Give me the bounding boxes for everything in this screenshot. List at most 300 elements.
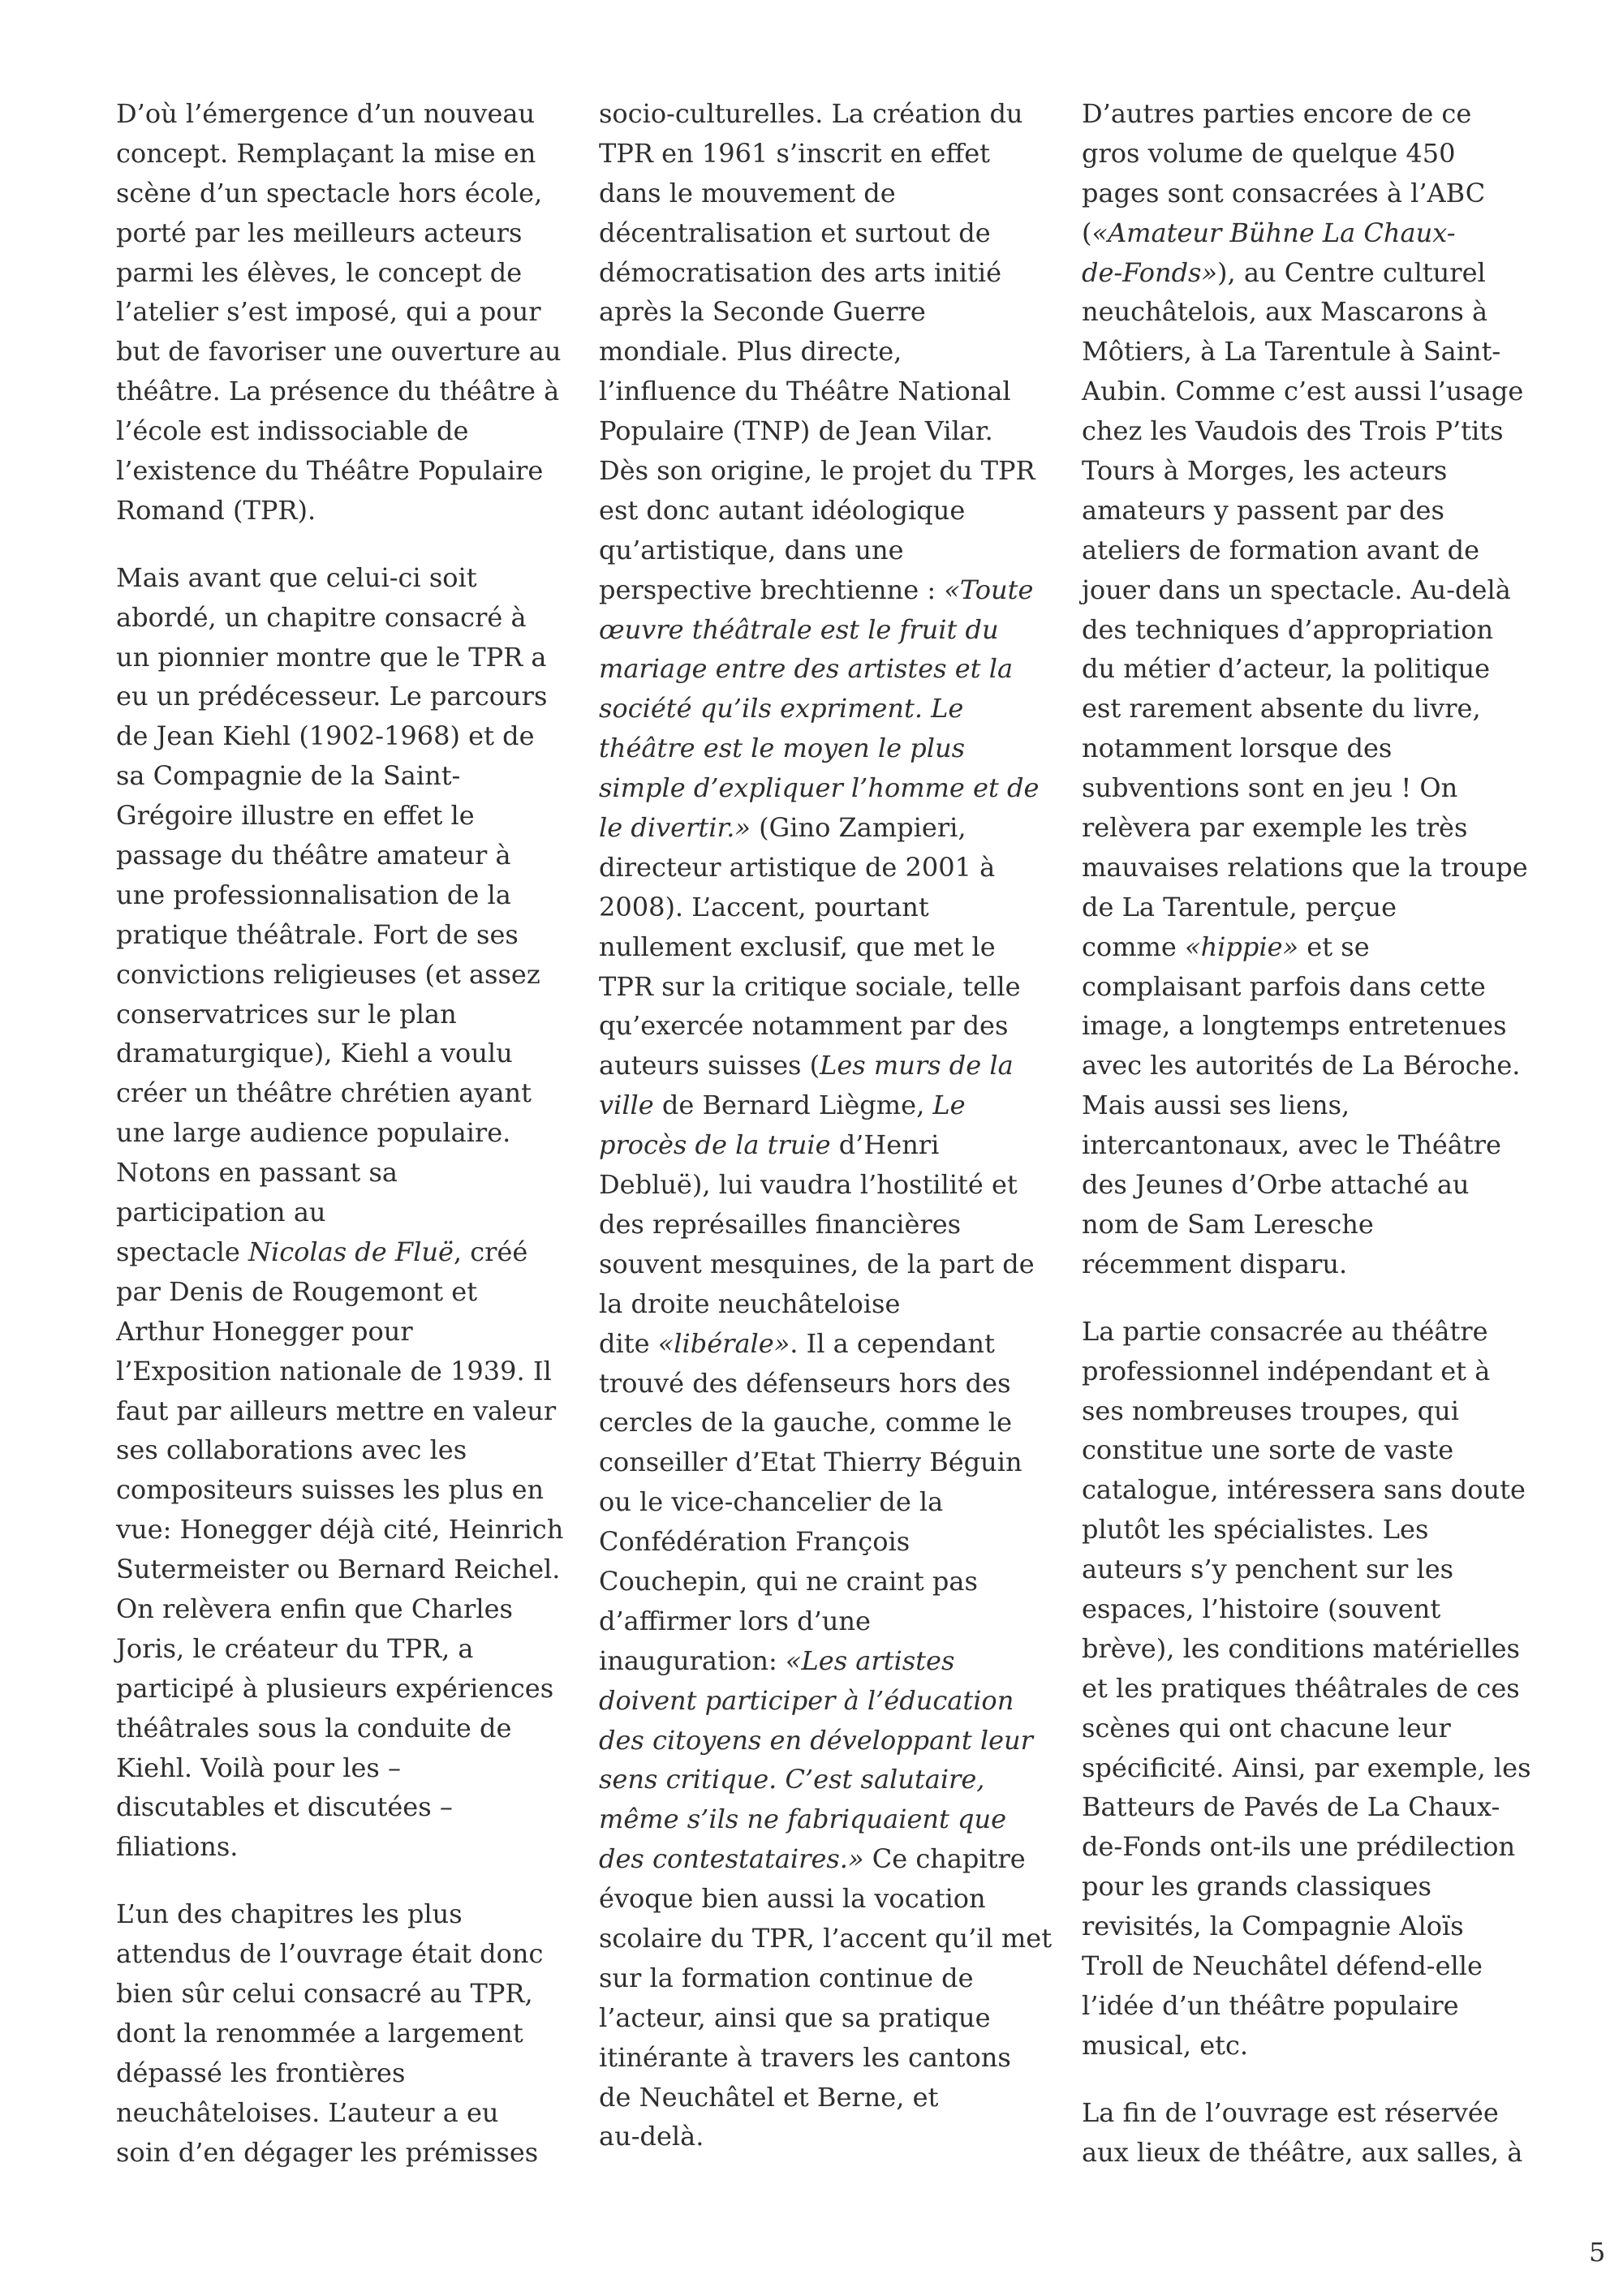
text-run: Batteurs de Pavés de La Chaux- bbox=[1082, 1791, 1500, 1823]
text-line bbox=[599, 1125, 1037, 1165]
text-run: La fin de l’ouvrage est réservée bbox=[1082, 2096, 1499, 2128]
text-run: sur la formation continue de bbox=[599, 1962, 974, 1993]
text-run: L’un des chapitres les plus bbox=[116, 1898, 463, 1930]
text-line bbox=[116, 1589, 554, 1629]
italic-run: simple d’expliquer l’homme et de bbox=[599, 772, 1040, 804]
text-line bbox=[1082, 253, 1520, 293]
text-run: un pionnier montre que le TPR a bbox=[116, 641, 547, 673]
text-run: l’atelier s’est imposé, qui a pour bbox=[116, 296, 541, 328]
text-run: ateliers de formation avant de bbox=[1082, 534, 1480, 565]
text-run: professionnel indépendant et à bbox=[1082, 1355, 1491, 1387]
text-line bbox=[116, 915, 554, 955]
paragraph-gap bbox=[1082, 2066, 1520, 2093]
text-line bbox=[116, 451, 554, 491]
text-run: abordé, un chapitre consacré à bbox=[116, 601, 527, 633]
text-line bbox=[1082, 531, 1520, 570]
text-run: l’existence du Théâtre Populaire bbox=[116, 455, 544, 487]
text-line bbox=[116, 1787, 554, 1827]
text-run: scène d’un spectacle hors école, bbox=[116, 177, 543, 209]
text-line bbox=[599, 848, 1037, 888]
text-line bbox=[116, 836, 554, 875]
italic-run: «Amateur Bühne La Chaux- bbox=[1091, 217, 1456, 248]
text-line bbox=[116, 174, 554, 213]
text-line bbox=[1082, 1006, 1520, 1046]
text-line bbox=[1082, 768, 1520, 808]
text-run: décentralisation et surtout de bbox=[599, 217, 991, 248]
text-line bbox=[1082, 2026, 1520, 2066]
text-line bbox=[116, 1894, 554, 1934]
text-line bbox=[116, 491, 554, 531]
text-column-2 bbox=[599, 94, 1053, 2156]
text-run: porté par les meilleurs acteurs bbox=[116, 217, 523, 248]
text-run: dont la renommée a largement bbox=[116, 2017, 523, 2049]
text-line bbox=[116, 2093, 554, 2133]
text-run: participation au bbox=[116, 1197, 326, 1228]
text-line bbox=[599, 570, 1037, 610]
text-run: neuchâteloises. L’auteur a eu bbox=[116, 2096, 499, 2128]
text-run: but de favoriser une ouverture au bbox=[116, 336, 562, 368]
text-run: concept. Remplaçant la mise en bbox=[116, 137, 536, 169]
text-line bbox=[599, 1324, 1037, 1364]
text-line bbox=[116, 1113, 554, 1153]
text-run: Arthur Honegger pour bbox=[116, 1315, 413, 1347]
text-line bbox=[116, 1669, 554, 1709]
text-run: soin d’en dégager les prémisses bbox=[116, 2136, 539, 2168]
text-line bbox=[1082, 1125, 1520, 1165]
italic-run: œuvre théâtrale est le fruit du bbox=[599, 613, 999, 645]
text-run: dépassé les frontières bbox=[116, 2057, 406, 2088]
text-run: démocratisation des arts initié bbox=[599, 256, 1002, 288]
text-line bbox=[1082, 1986, 1520, 2026]
text-run: . Il a cependant bbox=[790, 1327, 995, 1359]
text-run: est rarement absente du livre, bbox=[1082, 693, 1481, 724]
text-line bbox=[599, 1602, 1037, 1641]
text-line bbox=[116, 875, 554, 915]
text-run: après la Seconde Guerre bbox=[599, 296, 926, 328]
text-line bbox=[116, 1312, 554, 1352]
text-line bbox=[116, 756, 554, 796]
paragraph bbox=[116, 94, 562, 531]
text-line bbox=[599, 134, 1037, 174]
paragraph-gap bbox=[116, 531, 554, 558]
text-run: musical, etc. bbox=[1082, 2029, 1249, 2061]
text-line bbox=[116, 1232, 554, 1272]
text-run: auteurs suisses ( bbox=[599, 1050, 820, 1081]
text-line bbox=[1082, 292, 1520, 332]
text-run: ( bbox=[1082, 217, 1092, 248]
text-line bbox=[1082, 451, 1520, 491]
text-line bbox=[599, 332, 1037, 372]
text-line bbox=[116, 2014, 554, 2053]
text-run: de-Fonds ont-ils une prédilection bbox=[1082, 1831, 1516, 1863]
text-line bbox=[599, 1086, 1037, 1125]
text-line bbox=[1082, 808, 1520, 848]
text-line bbox=[116, 1510, 564, 1550]
text-line bbox=[1082, 967, 1520, 1007]
text-run: catalogue, intéressera sans doute bbox=[1082, 1474, 1526, 1506]
text-line bbox=[116, 1153, 554, 1193]
text-run: La partie consacrée au théâtre bbox=[1082, 1315, 1488, 1347]
text-line bbox=[1082, 1165, 1520, 1205]
text-line bbox=[1082, 570, 1520, 610]
text-line bbox=[599, 689, 1037, 729]
text-run: On relèvera enfin que Charles bbox=[116, 1593, 513, 1624]
text-line bbox=[1082, 1430, 1520, 1470]
text-line bbox=[599, 649, 1037, 689]
text-line bbox=[599, 1443, 1037, 1482]
italic-run: procès de la truie bbox=[599, 1129, 831, 1161]
text-run: l’école est indissociable de bbox=[116, 415, 469, 447]
text-run: Notons en passant sa bbox=[116, 1157, 398, 1189]
text-line bbox=[116, 1352, 554, 1391]
text-line bbox=[599, 531, 1037, 570]
text-line bbox=[116, 372, 560, 411]
text-run: dans le mouvement de bbox=[599, 177, 896, 209]
text-run: Troll de Neuchâtel défend-elle bbox=[1082, 1950, 1483, 1981]
text-line bbox=[599, 1681, 1037, 1721]
italic-run: Le bbox=[932, 1090, 966, 1121]
text-run: ou le vice-chancelier de la bbox=[599, 1486, 944, 1518]
text-line bbox=[116, 796, 554, 836]
text-line bbox=[116, 1974, 554, 2014]
text-run: pratique théâtrale. Fort de ses bbox=[116, 918, 519, 950]
text-line bbox=[1082, 2133, 1523, 2173]
text-line bbox=[1082, 332, 1520, 372]
text-run: Couchepin, qui ne craint pas bbox=[599, 1565, 978, 1597]
text-run: spectacle bbox=[116, 1236, 248, 1267]
text-run: d’Henri bbox=[830, 1129, 940, 1161]
text-run: Populaire (TNP) de Jean Vilar. bbox=[599, 415, 993, 447]
text-run: Aubin. Comme c’est aussi l’usage bbox=[1082, 376, 1524, 407]
text-run: Tours à Morges, les acteurs bbox=[1082, 455, 1448, 487]
text-run: l’Exposition nationale de 1939. Il bbox=[116, 1355, 552, 1387]
text-line bbox=[599, 1364, 1037, 1404]
paragraph bbox=[1082, 94, 1528, 1284]
text-run: espaces, l’histoire (souvent bbox=[1082, 1593, 1441, 1624]
text-run: compositeurs suisses les plus en bbox=[116, 1474, 545, 1506]
text-run: faut par ailleurs mettre en valeur bbox=[116, 1395, 557, 1426]
text-line bbox=[599, 2117, 1037, 2156]
text-run: neuchâtelois, aux Mascarons à bbox=[1082, 296, 1488, 328]
text-line bbox=[116, 1272, 554, 1312]
text-run: mauvaises relations que la troupe bbox=[1082, 851, 1528, 883]
text-line bbox=[1082, 649, 1520, 689]
text-line bbox=[116, 94, 554, 134]
text-line bbox=[599, 729, 1037, 768]
text-line bbox=[116, 1550, 561, 1589]
text-line bbox=[599, 1403, 1037, 1443]
text-line bbox=[1082, 1946, 1520, 1986]
text-run: directeur artistique de 2001 à bbox=[599, 851, 996, 883]
text-line bbox=[116, 716, 554, 756]
text-run: de Jean Kiehl (1902-1968) et de bbox=[116, 720, 535, 752]
text-run: du métier d’acteur, la politique bbox=[1082, 653, 1491, 685]
text-line bbox=[599, 213, 1037, 253]
text-line bbox=[599, 1721, 1037, 1761]
text-line bbox=[1082, 1352, 1520, 1391]
text-run: par Denis de Rougemont et bbox=[116, 1275, 478, 1307]
text-line bbox=[1082, 1907, 1520, 1946]
text-line bbox=[116, 1748, 554, 1788]
italic-run: Les murs de la bbox=[820, 1050, 1014, 1081]
text-run: comme bbox=[1082, 931, 1185, 962]
text-line bbox=[599, 1562, 1037, 1602]
text-line bbox=[1082, 1787, 1520, 1827]
italic-run: «libérale» bbox=[657, 1327, 790, 1359]
text-line bbox=[116, 411, 554, 451]
text-run: Sutermeister ou Bernard Reichel. bbox=[116, 1554, 561, 1585]
text-run: scènes qui ont chacune leur bbox=[1082, 1712, 1451, 1743]
text-line bbox=[599, 1760, 1037, 1799]
text-line bbox=[599, 927, 1037, 967]
text-run: Joris, le créateur du TPR, a bbox=[116, 1632, 474, 1664]
text-run: participé à plusieurs expériences bbox=[116, 1672, 554, 1704]
text-run: de Bernard Liègme, bbox=[653, 1090, 933, 1121]
text-line bbox=[599, 451, 1037, 491]
text-run: et se bbox=[1298, 931, 1370, 962]
text-line bbox=[1082, 372, 1524, 411]
text-run: qu’artistique, dans une bbox=[599, 534, 904, 565]
text-run: discutables et discutées – bbox=[116, 1791, 453, 1823]
text-run: avec les autorités de La Béroche. bbox=[1082, 1050, 1521, 1081]
text-run: TPR en 1961 s’inscrit en effet bbox=[599, 137, 990, 169]
text-run: conservatrices sur le plan bbox=[116, 998, 457, 1030]
text-line bbox=[599, 808, 1037, 848]
text-line bbox=[1082, 1629, 1520, 1669]
text-run: sa Compagnie de la Saint- bbox=[116, 760, 461, 792]
text-line bbox=[116, 2053, 554, 2093]
text-run: des Jeunes d’Orbe attaché au bbox=[1082, 1169, 1470, 1201]
italic-run: «Toute bbox=[944, 574, 1034, 605]
text-run: cercles de la gauche, comme le bbox=[599, 1407, 1013, 1438]
text-line bbox=[1082, 1709, 1520, 1748]
text-line bbox=[1082, 174, 1520, 213]
text-line bbox=[599, 1165, 1037, 1205]
text-run: socio-culturelles. La création du bbox=[599, 98, 1023, 129]
italic-run: Nicolas de Fluë bbox=[248, 1236, 454, 1267]
text-run: Mais aussi ses liens, bbox=[1082, 1090, 1350, 1121]
text-run: complaisant parfois dans cette bbox=[1082, 970, 1486, 1002]
paragraph bbox=[116, 1894, 554, 2172]
text-run: TPR sur la critique sociale, telle bbox=[599, 970, 1021, 1002]
text-run: (Gino Zampieri, bbox=[751, 812, 966, 844]
text-run: Confédération François bbox=[599, 1526, 911, 1558]
text-line bbox=[1082, 848, 1528, 888]
text-line bbox=[599, 491, 1037, 531]
text-line bbox=[599, 2078, 1037, 2118]
text-run: aux lieux de théâtre, aux salles, à bbox=[1082, 2136, 1523, 2168]
text-line bbox=[116, 1470, 554, 1510]
text-line bbox=[1082, 411, 1520, 451]
text-line bbox=[599, 292, 1037, 332]
text-line bbox=[1082, 888, 1520, 927]
text-line bbox=[599, 1799, 1037, 1839]
text-line bbox=[1082, 1867, 1520, 1907]
text-line bbox=[116, 1193, 554, 1232]
text-line bbox=[599, 2038, 1037, 2078]
text-line bbox=[599, 1205, 1037, 1245]
text-run: subventions sont en jeu ! On bbox=[1082, 772, 1458, 804]
text-run: évoque bien aussi la vocation bbox=[599, 1883, 986, 1915]
text-run: ses collaborations avec les bbox=[116, 1434, 467, 1466]
text-line bbox=[1082, 610, 1520, 650]
text-run: spécificité. Ainsi, par exemple, les bbox=[1082, 1752, 1531, 1783]
text-line bbox=[1082, 1391, 1520, 1431]
text-run: itinérante à travers les cantons bbox=[599, 2041, 1011, 2073]
italic-run: de-Fonds» bbox=[1082, 256, 1218, 288]
text-run: bien sûr celui consacré au TPR, bbox=[116, 1977, 533, 2009]
text-line bbox=[599, 1522, 1037, 1562]
text-line bbox=[599, 768, 1040, 808]
text-line bbox=[599, 1998, 1037, 2038]
text-line bbox=[599, 1006, 1037, 1046]
text-run: récemment disparu. bbox=[1082, 1248, 1348, 1279]
text-run: relèvera par exemple les très bbox=[1082, 812, 1468, 844]
text-run: eu un prédécesseur. Le parcours bbox=[116, 681, 548, 712]
text-line bbox=[116, 292, 554, 332]
text-line bbox=[1082, 94, 1520, 134]
text-line bbox=[116, 253, 554, 293]
text-line bbox=[116, 638, 554, 677]
text-run: Mais avant que celui-ci soit bbox=[116, 561, 477, 593]
text-run: chez les Vaudois des Trois P’tits bbox=[1082, 415, 1504, 447]
text-line bbox=[1082, 1827, 1520, 1867]
text-line bbox=[1082, 1205, 1520, 1245]
text-run: image, a longtemps entretenues bbox=[1082, 1010, 1507, 1042]
text-run: constitue une sorte de vaste bbox=[1082, 1434, 1454, 1466]
text-run: Ce chapitre bbox=[863, 1843, 1026, 1875]
text-line bbox=[116, 332, 562, 372]
text-line bbox=[1082, 1550, 1520, 1589]
text-line bbox=[116, 955, 554, 995]
text-line bbox=[599, 888, 1037, 927]
text-run: auteurs s’y penchent sur les bbox=[1082, 1554, 1454, 1585]
text-run: est donc autant idéologique bbox=[599, 494, 966, 526]
italic-run: «Les artistes bbox=[785, 1645, 955, 1676]
text-run: inauguration: bbox=[599, 1645, 786, 1676]
text-line bbox=[599, 94, 1037, 134]
text-line bbox=[1082, 213, 1520, 253]
text-run: attendus de l’ouvrage était donc bbox=[116, 1938, 544, 1970]
text-run: passage du théâtre amateur à bbox=[116, 840, 511, 871]
text-line bbox=[116, 598, 554, 638]
text-run: 2008). L’accent, pourtant bbox=[599, 891, 929, 922]
text-line bbox=[599, 253, 1037, 293]
text-line bbox=[116, 1629, 554, 1669]
text-run: de Neuchâtel et Berne, et bbox=[599, 2081, 939, 2113]
text-line bbox=[116, 213, 554, 253]
italic-run: société qu’ils expriment. Le bbox=[599, 693, 964, 724]
text-line bbox=[599, 1839, 1037, 1879]
text-run: brève), les conditions matérielles bbox=[1082, 1632, 1520, 1664]
italic-run: même s’ils ne fabriquaient que bbox=[599, 1804, 1007, 1835]
text-run: D’où l’émergence d’un nouveau bbox=[116, 98, 536, 129]
text-line bbox=[599, 967, 1037, 1007]
text-run: des représailles financières bbox=[599, 1208, 962, 1240]
text-run: jouer dans un spectacle. Au-delà bbox=[1082, 574, 1511, 605]
text-run: plutôt les spécialistes. Les bbox=[1082, 1514, 1429, 1546]
text-line bbox=[1082, 1086, 1520, 1125]
paragraph-gap bbox=[116, 1867, 554, 1894]
italic-run: le divertir.» bbox=[599, 812, 751, 844]
text-run: intercantonaux, avec le Théâtre bbox=[1082, 1129, 1501, 1161]
italic-run: théâtre est le moyen le plus bbox=[599, 733, 965, 764]
text-line bbox=[116, 1073, 554, 1113]
text-run: et les pratiques théâtrales de ces bbox=[1082, 1672, 1520, 1704]
text-line bbox=[1082, 1312, 1520, 1352]
text-run: Kiehl. Voilà pour les – bbox=[116, 1752, 402, 1783]
text-line bbox=[116, 134, 554, 174]
text-line bbox=[599, 1919, 1053, 1958]
text-run: Debluë), lui vaudra l’hostilité et bbox=[599, 1169, 1018, 1201]
text-line bbox=[599, 610, 1037, 650]
text-line bbox=[1082, 1245, 1520, 1284]
text-column-1 bbox=[116, 94, 564, 2172]
text-run: pages sont consacrées à l’ABC bbox=[1082, 177, 1486, 209]
text-run: au-delà. bbox=[599, 2121, 704, 2152]
text-run: une professionnalisation de la bbox=[116, 879, 511, 910]
text-line bbox=[1082, 2093, 1520, 2133]
text-line bbox=[599, 411, 1037, 451]
text-run: gros volume de quelque 450 bbox=[1082, 137, 1456, 169]
text-line bbox=[1082, 1748, 1531, 1788]
text-line bbox=[599, 1245, 1037, 1284]
italic-run: des contestataires.» bbox=[599, 1843, 864, 1875]
text-line bbox=[599, 1284, 1037, 1324]
text-run: parmi les élèves, le concept de bbox=[116, 256, 523, 288]
text-run: des techniques d’appropriation bbox=[1082, 613, 1494, 645]
text-line bbox=[1082, 1669, 1520, 1709]
text-line bbox=[1082, 1046, 1520, 1086]
text-run: trouvé des défenseurs hors des bbox=[599, 1367, 1011, 1399]
text-run: scolaire du TPR, l’accent qu’il met bbox=[599, 1922, 1053, 1954]
text-line bbox=[116, 1934, 554, 1974]
text-run: nom de Sam Leresche bbox=[1082, 1208, 1374, 1240]
text-run: convictions religieuses (et assez bbox=[116, 958, 540, 990]
text-run: notamment lorsque des bbox=[1082, 733, 1393, 764]
text-line bbox=[1082, 689, 1520, 729]
text-run: mondiale. Plus directe, bbox=[599, 336, 902, 368]
text-run: l’acteur, ainsi que sa pratique bbox=[599, 2001, 991, 2033]
text-run: Môtiers, à La Tarentule à Saint- bbox=[1082, 336, 1501, 368]
text-line bbox=[599, 1641, 1037, 1681]
text-run: ses nombreuses troupes, qui bbox=[1082, 1395, 1459, 1426]
text-run: pour les grands classiques bbox=[1082, 1871, 1431, 1903]
text-run: de La Tarentule, perçue bbox=[1082, 891, 1397, 922]
text-line bbox=[599, 174, 1037, 213]
text-run: nullement exclusif, que met le bbox=[599, 931, 996, 962]
text-run: Romand (TPR). bbox=[116, 494, 316, 526]
italic-run: mariage entre des artistes et la bbox=[599, 653, 1014, 685]
text-column-3 bbox=[1082, 94, 1531, 2172]
text-line bbox=[599, 372, 1037, 411]
text-run: l’idée d’un théâtre populaire bbox=[1082, 1989, 1459, 2021]
text-run: conseiller d’Etat Thierry Béguin bbox=[599, 1447, 1022, 1478]
text-line bbox=[1082, 134, 1520, 174]
text-line bbox=[599, 1046, 1037, 1086]
text-run: vue: Honegger déjà cité, Heinrich bbox=[116, 1514, 564, 1546]
text-run: filiations. bbox=[116, 1831, 239, 1863]
italic-run: doivent participer à l’éducation bbox=[599, 1684, 1014, 1716]
text-line bbox=[116, 1430, 554, 1470]
text-line bbox=[599, 1958, 1037, 1998]
text-line bbox=[599, 1879, 1037, 1919]
text-run: Dès son origine, le projet du TPR bbox=[599, 455, 1035, 487]
text-line bbox=[116, 2133, 554, 2173]
text-line bbox=[116, 1709, 554, 1748]
text-line bbox=[116, 1827, 554, 1867]
italic-run: ville bbox=[599, 1090, 654, 1121]
